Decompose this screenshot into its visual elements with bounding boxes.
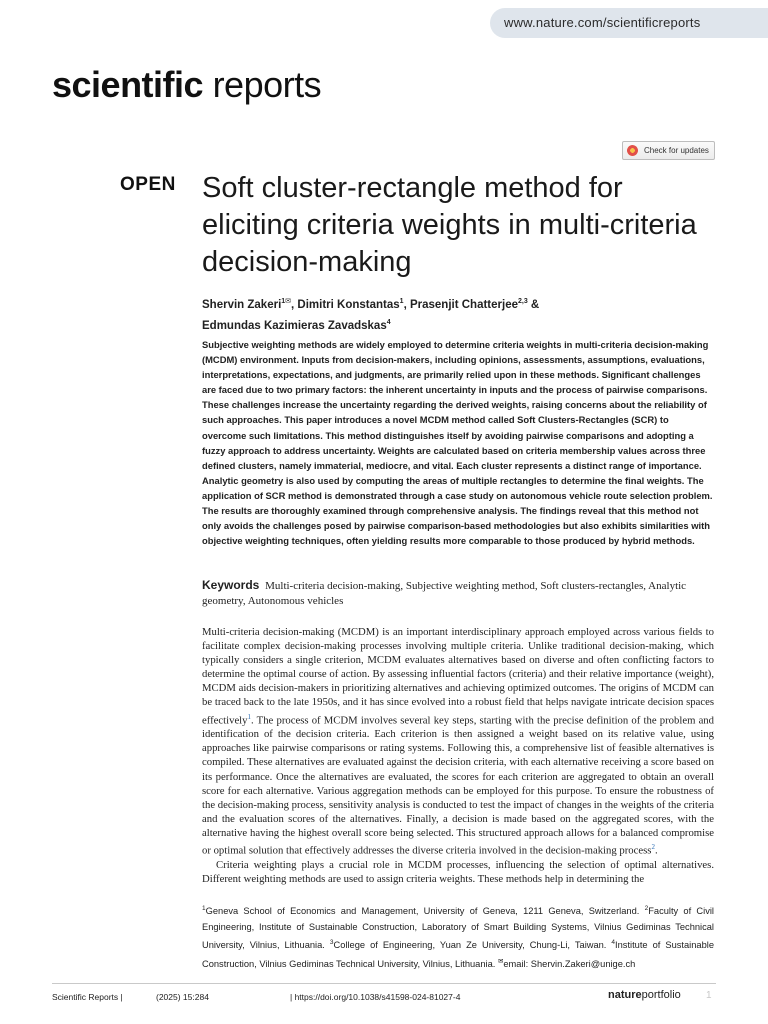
affiliation-text: Faculty of Civil Engineering, Institute of Sustainable Construction, Laboratory of Smart Building Systems, Vilnius Gediminas Technical University, Vilnius, Lithuania.: [202, 906, 714, 951]
page-number: 1: [706, 990, 712, 1001]
author-affiliation-mark: 2,3: [517, 298, 528, 305]
article-body: [202, 625, 714, 886]
open-access-label: OPEN: [120, 174, 176, 195]
affiliation-text: Geneva School of Economics and Management, University of Geneva, 1211 Geneva, Switzerland.: [205, 906, 645, 917]
author-name[interactable]: Shervin Zakeri: [202, 298, 282, 311]
article-title: Soft cluster-rectangle method for eliciting criteria weights in multi-criteria decision-making: [202, 172, 697, 278]
footer-journal: Scientific Reports |: [52, 992, 123, 1002]
keywords-section: [202, 578, 714, 609]
journal-logo[interactable]: [52, 64, 321, 106]
nature-portfolio-logo: [608, 989, 681, 1001]
author-name[interactable]: Edmundas Kazimieras Zavadskas: [202, 319, 387, 332]
email-icon: ✉: [497, 957, 504, 965]
affiliation-text: Institute of Sustainable Construction, Vilnius Gediminas Technical University, Vilnius, Lithuania.: [202, 940, 714, 970]
body-paragraph: Criteria weighting plays a crucial role in MCDM processes, influencing the selection of optimal alternatives. Different weighting methods are used to assign criteria weights. These methods help in determining the: [202, 858, 714, 885]
footer-volume: (2025) 15:284: [156, 992, 209, 1002]
journal-logo-light: reports: [203, 64, 322, 105]
citation-link[interactable]: 1: [247, 712, 251, 721]
corresponding-email[interactable]: email: Shervin.Zakeri@unige.ch: [503, 959, 636, 970]
citation-link[interactable]: 2: [651, 842, 655, 851]
nature-portfolio-logo-bold: nature: [608, 989, 642, 1001]
crossmark-icon: [627, 145, 638, 156]
affiliation-mark: 1: [202, 905, 206, 912]
footer-doi[interactable]: | https://doi.org/10.1038/s41598-024-81027-4: [290, 992, 461, 1002]
body-text-run: .: [654, 844, 658, 857]
check-for-updates-button[interactable]: [622, 141, 715, 160]
author-affiliation-mark: 4: [386, 318, 391, 326]
affiliation-text: College of Engineering, Yuan Ze University, Chung-Li, Taiwan.: [333, 940, 612, 951]
body-paragraph: [202, 625, 714, 858]
affiliation-mark: 2: [644, 905, 649, 912]
author-name[interactable]: Prasenjit Chatterjee: [409, 298, 518, 311]
body-text-run: Multi-criteria decision-making (MCDM) is an important interdisciplinary approach employed across various fields to facilitate complex decision-making processes involving multiple criteria. Unlike traditional decision-making, which typically considers a single criterion, MCDM evaluates alternatives based on diverse and often conflicting factors to determine the optimal course of action. By assessing influential factors (criteria) and their relative importance (weight), MCDM aids decision-makers in prioritizing alternatives and achieving optimized outcomes. The origins of MCDM can be traced back to the late 1950s, and it has since evolved into a robust field that helps navigate intricate decision spaces effectively: [202, 626, 714, 727]
body-text-run: . The process of MCDM involves several key steps, starting with the precise definition of the problem and identification of the decision criteria. Each criterion is then assigned a weight based on its relative value, using approaches like pairwise comparisons or rating systems. Following this, a comprehensive list of feasible alternatives is compiled. These alternatives are evaluated against the decision criteria, with each alternative receiving a score based on its performance. Once the alternatives are evaluated, the scores for each criterion are aggregated to obtain an overall score for each alternative. Various aggregation methods can be employed for this purpose. To ensure the robustness of the decision-making process, sensitivity analysis is conducted to test the impact of changes in the weights of the criteria and the evaluation scores of the alternatives. Finally, a decision is made based on the aggregated scores, with the alternative having the highest overall score being selected. This structured approach allows for a balanced compromise or optimal solution that effectively addresses the diverse criteria involved in the decision-making process: [202, 714, 714, 857]
journal-logo-bold: scientific: [52, 64, 204, 105]
author-name[interactable]: Dimitri Konstantas: [297, 298, 400, 311]
nature-portfolio-logo-light: portfolio: [641, 989, 681, 1001]
affiliation-mark: 4: [611, 939, 616, 947]
journal-url[interactable]: www.nature.com/scientificreports: [490, 8, 768, 38]
affiliation-mark: 3: [329, 939, 334, 947]
author-affiliation-mark: 1: [399, 298, 404, 305]
author-affiliation-mark: 1✉: [281, 298, 292, 305]
abstract: Subjective weighting methods are widely employed to determine criteria weights in multi-criteria decision-making (MCDM) environment. Inputs from decision-makers, including opinions, assessments, assumptions, evaluations, interpretations, expectations, and judgments, are primarily relied upon in these methods. Significant challenges are faced due to two primary factors: the inherent uncertainty in inputs and the process of pairwise comparisons. These challenges increase the uncertainty regarding the derived weights, raising concerns about the reliability of such approaches. This paper introduces a novel MCDM method called Soft Clusters-Rectangles (SCR) to overcome such limitations. This method distinguishes itself by avoiding pairwise comparisons and adopting a fuzzy approach to address uncertainty. Weights are calculated based on criteria membership values across three defined clusters, namely immaterial, mediocre, and vital. Each cluster represents a distinct range of importance. Analytic geometry is also used by computing the areas of multiple rectangles to determine the final weights. The application of SCR method is demonstrated through a case study on autonomous vehicle route selection problem. The results are thoroughly examined through comprehensive analysis. The findings reveal that this method not only avoids the challenges posed by pairwise comparison-based methodologies but also exhibits similarities with objective weighting techniques, often yielding results more comparable to those produced by hybrid methods.: [202, 339, 713, 547]
check-for-updates-label: Check for updates: [644, 146, 709, 155]
keywords-label: Keywords: [202, 578, 260, 592]
affiliations: [202, 901, 714, 973]
footer-divider: [52, 983, 716, 984]
top-bar: [0, 0, 768, 42]
author-list: Shervin Zakeri$^{1✉}$, Dimitri Konstantas$^1$, Prasenjit Chatterjee$^{2,3}$ & Edmundas Kazimieras Zavadskas$^4$: [202, 298, 540, 332]
keywords-text: Multi-criteria decision-making, Subjective weighting method, Soft clusters-rectangles, Analytic geometry, Autonomous vehicles: [202, 580, 687, 607]
